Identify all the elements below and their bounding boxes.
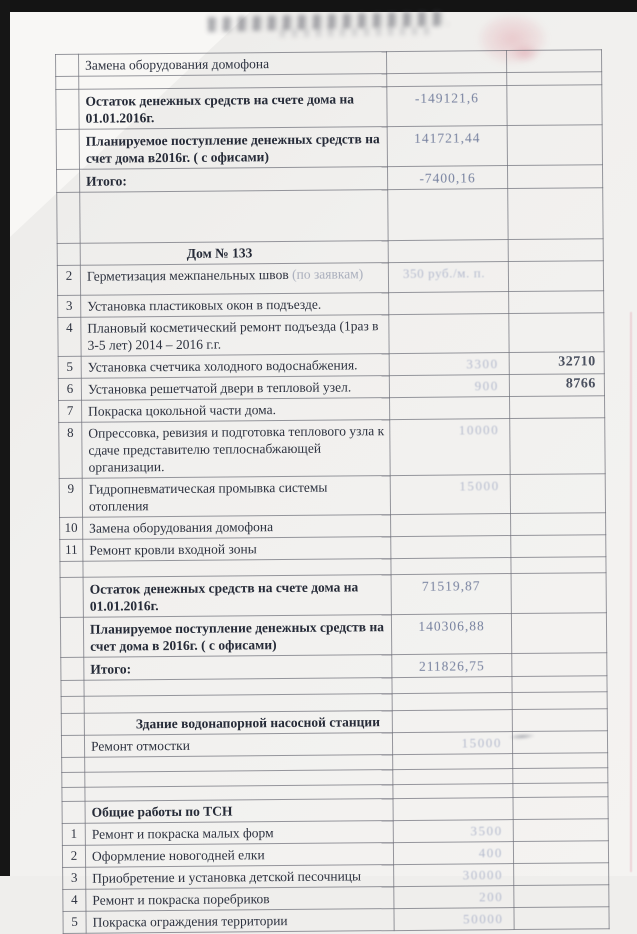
row-number: 1 <box>62 823 85 845</box>
row-value <box>388 240 508 263</box>
row-number <box>60 561 83 577</box>
row-value <box>392 677 512 694</box>
row-description <box>85 821 393 846</box>
row-extra-value <box>514 885 609 908</box>
row-description-text: Покраска цокольной части дома. <box>88 402 277 419</box>
row-description <box>86 865 394 890</box>
row-value <box>389 314 509 354</box>
table-row <box>60 573 606 618</box>
row-value: -149121,6 <box>387 86 507 127</box>
row-value <box>391 514 511 537</box>
row-number: 7 <box>59 400 82 422</box>
row-number <box>60 577 83 617</box>
spacer-row <box>57 188 603 244</box>
row-extra-value <box>513 768 608 784</box>
row-description-text: Ремонт отмостки <box>90 737 190 754</box>
row-extra-value <box>512 653 607 677</box>
row-description-text: Остаток денежных средств на счете дома на 01.01.2016г. <box>89 579 359 614</box>
row-number <box>61 657 84 680</box>
row-number <box>56 54 79 76</box>
row-number <box>61 713 84 735</box>
row-value: 350 руб./м. п. <box>388 262 508 293</box>
row-value <box>389 292 509 315</box>
row-description-text: Ремонт и покраска поребриков <box>92 891 270 908</box>
row-description <box>86 887 394 912</box>
row-description-text: Планируемое поступление денежных средств на счет дома в 2016г. ( с офисами) <box>89 619 385 654</box>
row-value <box>393 784 513 799</box>
row-description-text: Опрессовка, ревизия и подготовка теплового узла к сдаче представителю теплоснабжающей организации. <box>88 423 385 475</box>
row-description-text: Оформление новогодней елки <box>91 847 265 864</box>
row-extra-value <box>506 50 601 73</box>
row-number: 4 <box>63 889 86 911</box>
row-extra-value <box>514 863 609 886</box>
row-extra-value <box>512 709 607 732</box>
row-value: 900 <box>389 375 509 398</box>
row-number <box>57 192 80 243</box>
row-description-text: Установка счетчика холодного водоснабжения. <box>87 357 358 375</box>
row-value <box>387 73 507 87</box>
row-description <box>81 376 389 401</box>
row-number <box>57 169 80 192</box>
row-description <box>79 52 387 77</box>
row-description-text: Итого: <box>86 173 127 189</box>
row-description <box>80 263 388 296</box>
row-extra-value <box>511 557 606 574</box>
row-number: 2 <box>57 265 80 295</box>
row-description-text: Плановый косметический ремонт подъезда (1раз в 3-5 лет) 2014 – 2016 г.г. <box>87 318 379 353</box>
row-description <box>83 515 391 540</box>
row-number: 2 <box>62 845 85 867</box>
row-extra-value <box>510 418 605 475</box>
row-extra-value <box>510 396 605 419</box>
row-extra-value <box>508 239 603 262</box>
row-extra-value <box>507 85 602 126</box>
row-description <box>83 615 391 658</box>
table-row <box>59 474 605 518</box>
row-value <box>392 693 512 711</box>
row-value: 15000 <box>390 475 510 515</box>
row-value <box>391 536 511 559</box>
row-value: -7400,16 <box>387 166 507 190</box>
row-extra-value <box>507 125 602 166</box>
row-number: 6 <box>58 378 81 400</box>
row-description-text: Ремонт и покраска малых форм <box>91 825 274 842</box>
table-row <box>63 907 609 934</box>
row-description <box>81 354 389 379</box>
page-edge-artifact <box>630 312 632 872</box>
row-value <box>392 710 512 733</box>
row-description-text: Герметизация межпанельных швов <box>86 266 289 284</box>
row-value <box>393 769 513 785</box>
row-number: 3 <box>63 867 86 889</box>
row-extra-value <box>513 819 608 842</box>
row-extra-value <box>512 692 607 710</box>
row-value <box>390 397 510 420</box>
scan-edge-left <box>0 0 10 876</box>
row-description <box>81 315 389 357</box>
row-number <box>61 735 84 757</box>
row-description <box>79 87 387 130</box>
row-extra-value: 8766 <box>509 374 604 397</box>
row-value: 400 <box>393 842 513 865</box>
row-number <box>57 243 80 265</box>
row-description-text: Гидропневматическая промывка системы отопления <box>88 479 328 514</box>
row-value <box>393 754 513 770</box>
row-description-text: Покраска ограждения территории <box>92 913 288 930</box>
row-description-text: Установка решетчатой двери в тепловой узел. <box>87 379 352 397</box>
row-number <box>56 76 79 89</box>
row-value: 211826,75 <box>392 654 512 678</box>
row-number <box>56 129 79 169</box>
row-value: 10000 <box>390 419 510 476</box>
row-number: 9 <box>59 478 82 517</box>
row-description-text: Замена оборудования домофона <box>85 56 270 73</box>
row-value: 3300 <box>389 353 509 376</box>
row-extra-value <box>509 313 604 353</box>
row-value: 15000 <box>392 732 512 755</box>
budget-table-container <box>55 49 610 934</box>
row-description <box>85 843 393 868</box>
table-body <box>56 50 610 934</box>
row-number <box>62 772 85 787</box>
row-extra-value <box>511 613 606 654</box>
row-description-text: Ремонт кровли входной зоны <box>89 541 257 558</box>
table-row <box>56 125 602 170</box>
row-value: 3500 <box>393 820 513 843</box>
row-number <box>62 757 85 772</box>
row-extra-value <box>510 474 605 514</box>
row-extra-value <box>511 573 606 614</box>
row-description-text: Итого: <box>90 661 132 677</box>
row-description <box>79 127 387 170</box>
row-value: 50000 <box>394 908 514 931</box>
row-value: 30000 <box>394 864 514 887</box>
row-description-text: Дом № 133 <box>186 245 253 261</box>
row-description <box>86 909 394 934</box>
row-number: 5 <box>58 356 81 378</box>
row-description-text: Общие работы по ТСН <box>91 803 233 820</box>
row-description-text: Здание водонапорной насосной станции <box>135 714 381 732</box>
row-description-text: Планируемое поступление денежных средств на счет дома в2016г. ( с офисами) <box>85 131 380 166</box>
row-description <box>80 167 388 193</box>
row-extra-value <box>513 753 608 769</box>
row-description <box>84 655 392 681</box>
row-number <box>62 787 85 801</box>
row-description-text: Замена оборудования домофона <box>89 519 274 536</box>
row-description-text: Приобретение и установка детской песочницы <box>92 868 362 886</box>
row-description <box>82 476 390 518</box>
row-number: 10 <box>60 517 83 539</box>
row-value: 141721,44 <box>387 126 507 167</box>
table-row <box>60 613 606 658</box>
row-description <box>84 733 392 758</box>
row-description-text: Остаток денежных средств на счете дома на 01.01.2016г. <box>85 91 355 126</box>
row-extra-value <box>509 291 604 314</box>
document-page <box>10 12 637 930</box>
table-row <box>58 313 604 357</box>
row-description <box>85 799 393 824</box>
row-extra-value <box>507 72 602 86</box>
row-extra-value <box>512 731 607 754</box>
row-number: 8 <box>59 422 82 478</box>
table-row <box>59 418 605 479</box>
row-extra-value <box>508 188 603 240</box>
table-row <box>57 261 603 296</box>
row-number <box>62 801 85 823</box>
table-row <box>56 85 602 130</box>
row-number <box>61 696 84 713</box>
row-number <box>60 617 83 657</box>
row-number <box>56 89 79 129</box>
row-extra-value <box>511 535 606 558</box>
row-value <box>393 798 513 821</box>
row-number: 5 <box>63 911 86 933</box>
row-number: 4 <box>58 317 81 356</box>
row-description-text: Установка пластиковых окон в подъезде. <box>87 296 322 314</box>
row-description <box>80 241 388 266</box>
row-description-note: (по заявкам) <box>291 266 364 282</box>
row-description <box>80 190 388 244</box>
row-description <box>83 575 391 618</box>
budget-table <box>55 49 610 934</box>
row-extra-value <box>512 676 607 693</box>
row-extra-value <box>513 783 608 798</box>
row-description <box>81 293 389 318</box>
row-description <box>84 711 392 736</box>
header-smudge-secondary <box>280 27 430 38</box>
row-description <box>82 420 390 479</box>
row-value: 140306,88 <box>391 614 511 655</box>
row-value: 71519,87 <box>391 574 511 615</box>
row-extra-value <box>511 513 606 536</box>
row-value <box>388 189 508 241</box>
row-extra-value: 32710 <box>509 352 604 375</box>
row-extra-value <box>513 841 608 864</box>
row-value <box>391 558 511 575</box>
row-extra-value <box>507 165 602 189</box>
row-extra-value <box>508 261 603 292</box>
row-description <box>83 537 391 562</box>
row-number: 11 <box>60 539 83 561</box>
row-value <box>386 51 506 74</box>
row-extra-value <box>514 907 609 930</box>
row-extra-value <box>513 797 608 820</box>
row-value: 200 <box>394 886 514 909</box>
row-description <box>82 398 390 423</box>
row-number: 3 <box>58 295 81 317</box>
row-number <box>61 680 84 696</box>
